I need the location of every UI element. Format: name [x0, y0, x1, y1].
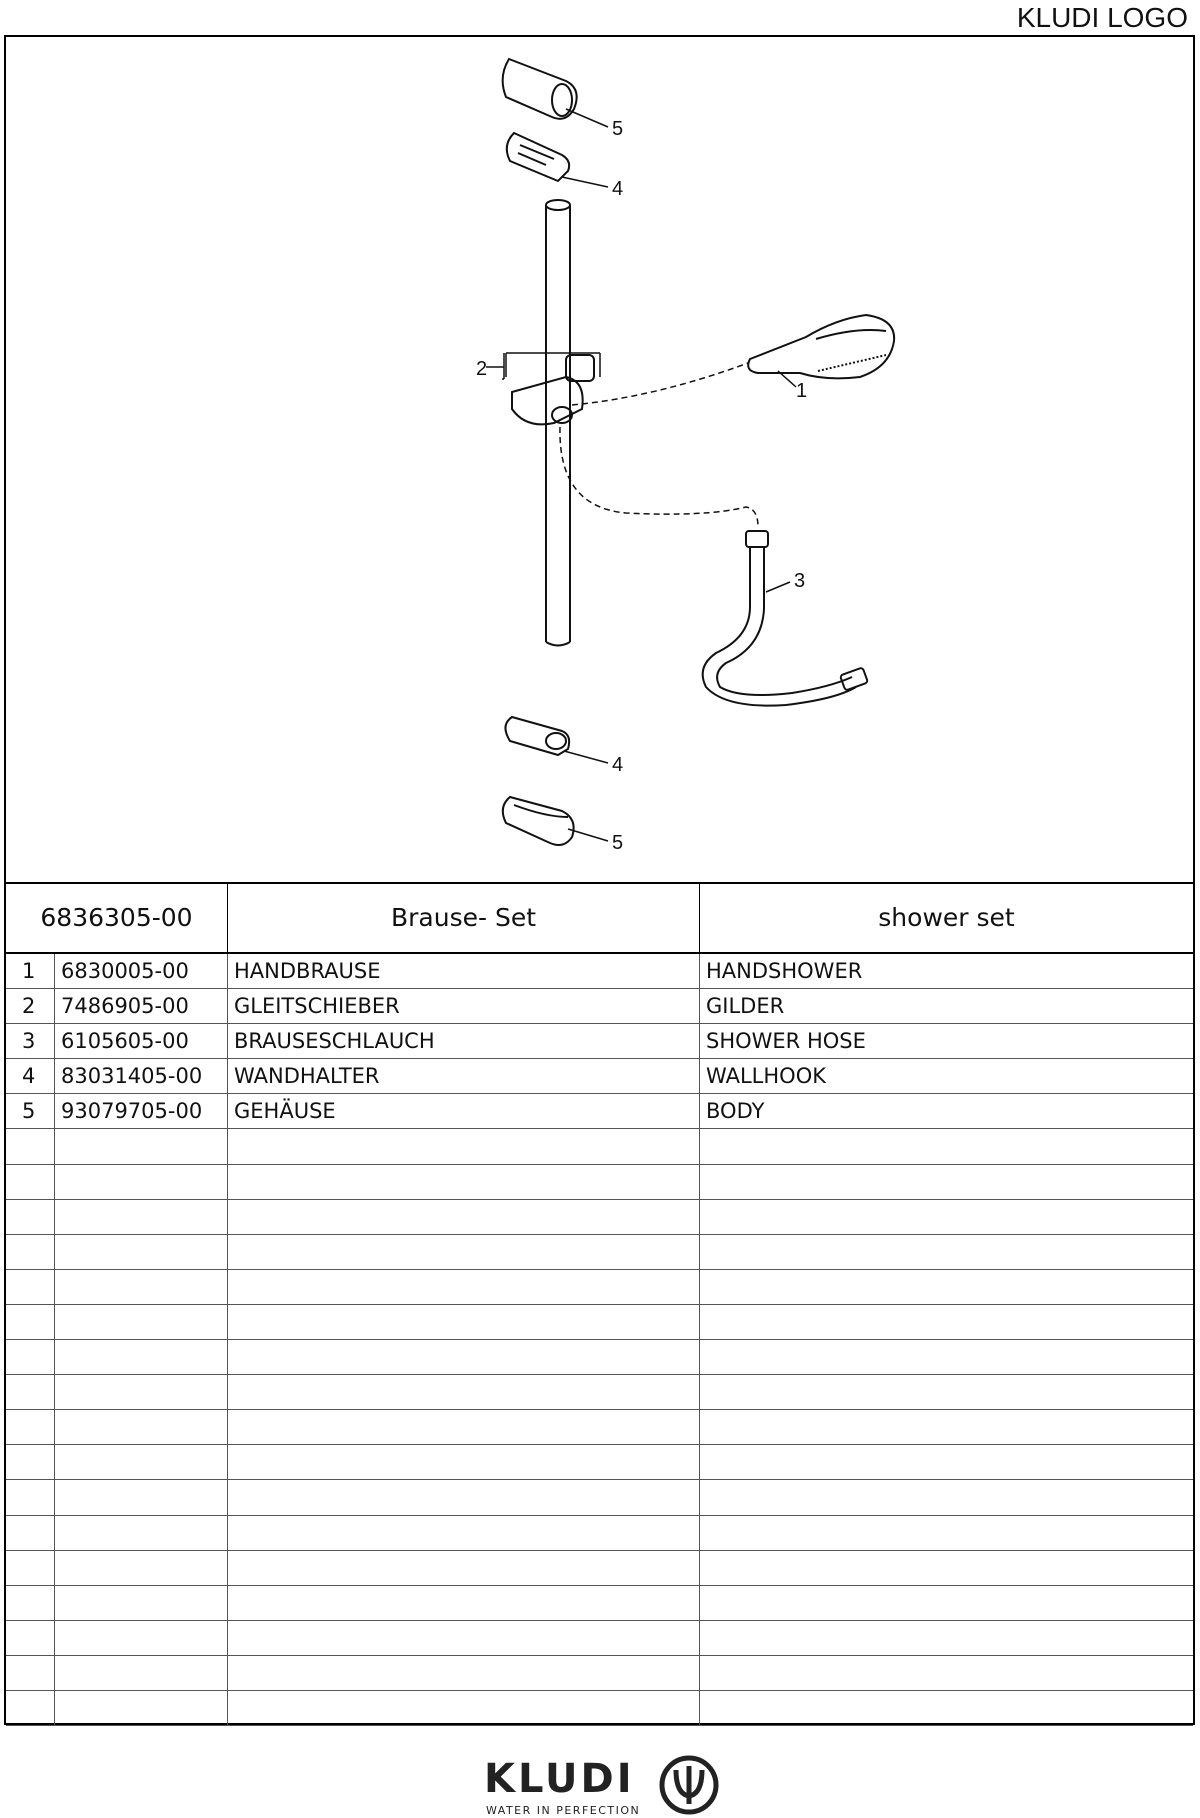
- empty-cell: [700, 1165, 1193, 1199]
- empty-cell: [55, 1305, 228, 1339]
- part-position: 5: [6, 1094, 55, 1128]
- empty-table-row: [6, 1516, 1193, 1551]
- drawing-frame: [4, 35, 1195, 1725]
- part-number: 6105605-00: [55, 1024, 228, 1058]
- empty-cell: [6, 1375, 55, 1409]
- part-name-english: GILDER: [706, 994, 785, 1019]
- empty-cell: [6, 1305, 55, 1339]
- empty-cell: [6, 1656, 55, 1690]
- part-name-german: GEHÄUSE: [228, 1094, 700, 1128]
- set-number: 6836305-00: [6, 882, 228, 952]
- empty-cell: [6, 1445, 55, 1479]
- empty-cell: [6, 1586, 55, 1620]
- empty-cell: [228, 1480, 700, 1514]
- empty-cell: [6, 1480, 55, 1514]
- callout-5-top: 5: [612, 118, 624, 140]
- empty-cell: [55, 1586, 228, 1620]
- callout-4-bottom: 4: [612, 754, 624, 776]
- empty-cell: [228, 1691, 700, 1725]
- part-number: 83031405-00: [55, 1059, 228, 1093]
- empty-cell: [6, 1270, 55, 1304]
- part-name-english: BODY: [706, 1099, 765, 1124]
- callout-4-top: 4: [612, 178, 624, 200]
- empty-cell: [55, 1480, 228, 1514]
- empty-table-row: [6, 1270, 1193, 1305]
- exploded-view-svg: [6, 37, 1193, 882]
- bottom-wall-holder-part: [505, 717, 569, 755]
- callout-2: 2: [476, 358, 488, 380]
- empty-cell: [700, 1551, 1193, 1585]
- empty-cell: [228, 1656, 700, 1690]
- empty-table-row: [6, 1165, 1193, 1200]
- empty-cell: [55, 1621, 228, 1655]
- empty-cell: [6, 1516, 55, 1550]
- empty-cell: [55, 1551, 228, 1585]
- part-name-german: GLEITSCHIEBER: [228, 989, 700, 1023]
- empty-cell: [55, 1235, 228, 1269]
- empty-table-row: [6, 1200, 1193, 1235]
- kludi-emblem-icon: [658, 1754, 720, 1816]
- empty-cell: [6, 1410, 55, 1444]
- part-name-english: SHOWER HOSE: [706, 1029, 866, 1054]
- table-row: [6, 1059, 1193, 1094]
- empty-cell: [700, 1305, 1193, 1339]
- set-name-german: Brause- Set: [228, 882, 700, 952]
- empty-cell: [700, 1656, 1193, 1690]
- empty-cell: [6, 1551, 55, 1585]
- empty-cell: [228, 1375, 700, 1409]
- empty-table-row: [6, 1410, 1193, 1445]
- part-position: 4: [6, 1059, 55, 1093]
- empty-table-row: [6, 1340, 1193, 1375]
- empty-cell: [6, 1129, 55, 1163]
- table-row: [6, 954, 1193, 989]
- empty-table-row: [6, 1691, 1193, 1726]
- empty-table-row: [6, 1375, 1193, 1410]
- part-position: 3: [6, 1024, 55, 1058]
- callout-5-bottom: 5: [612, 832, 624, 854]
- empty-cell: [700, 1270, 1193, 1304]
- empty-cell: [6, 1340, 55, 1374]
- slider-part: [506, 353, 600, 424]
- empty-cell: [700, 1586, 1193, 1620]
- part-position: 1: [6, 954, 55, 988]
- empty-table-row: [6, 1235, 1193, 1270]
- empty-cell: [700, 1621, 1193, 1655]
- empty-cell: [6, 1235, 55, 1269]
- handshower-part: [748, 315, 894, 378]
- empty-cell: [55, 1129, 228, 1163]
- part-number: 6830005-00: [55, 954, 228, 988]
- table-row: [6, 989, 1193, 1024]
- exploded-view-drawing: [6, 37, 1193, 884]
- brand-tagline: WATER IN PERFECTION: [486, 1804, 641, 1817]
- empty-cell: [6, 1691, 55, 1725]
- shower-hose-part: [703, 531, 868, 706]
- empty-cell: [55, 1516, 228, 1550]
- empty-cell: [700, 1445, 1193, 1479]
- empty-table-row: [6, 1656, 1193, 1691]
- set-name-english: shower set: [878, 902, 1015, 932]
- set-header-row: [6, 882, 1193, 954]
- top-wall-holder-part: [507, 133, 569, 181]
- empty-cell: [55, 1340, 228, 1374]
- empty-cell: [6, 1200, 55, 1234]
- empty-cell: [228, 1129, 700, 1163]
- part-name-english: HANDSHOWER: [706, 959, 863, 984]
- empty-table-row: [6, 1480, 1193, 1515]
- parts-table: [6, 954, 1193, 1726]
- empty-table-row: [6, 1445, 1193, 1480]
- empty-cell: [700, 1480, 1193, 1514]
- empty-cell: [55, 1410, 228, 1444]
- empty-cell: [228, 1551, 700, 1585]
- empty-table-row: [6, 1586, 1193, 1621]
- empty-cell: [228, 1165, 700, 1199]
- empty-cell: [228, 1516, 700, 1550]
- empty-cell: [55, 1691, 228, 1725]
- footer-logo: [470, 1750, 730, 1818]
- empty-cell: [6, 1621, 55, 1655]
- bottom-cap-part: [503, 797, 574, 845]
- callout-1: 1: [796, 380, 808, 402]
- empty-cell: [228, 1200, 700, 1234]
- part-name-german: HANDBRAUSE: [228, 954, 700, 988]
- logo-placeholder-text: KLUDI LOGO: [1016, 2, 1188, 33]
- brand-wordmark: KLUDI: [484, 1756, 635, 1802]
- callout-3: 3: [794, 570, 806, 592]
- empty-cell: [55, 1165, 228, 1199]
- part-name-english: WALLHOOK: [706, 1064, 827, 1089]
- empty-cell: [700, 1340, 1193, 1374]
- empty-cell: [228, 1586, 700, 1620]
- top-cap-part: [503, 59, 577, 119]
- empty-cell: [700, 1129, 1193, 1163]
- part-number: 93079705-00: [55, 1094, 228, 1128]
- empty-cell: [700, 1410, 1193, 1444]
- empty-cell: [228, 1621, 700, 1655]
- empty-table-row: [6, 1305, 1193, 1340]
- empty-cell: [700, 1235, 1193, 1269]
- part-position: 2: [6, 989, 55, 1023]
- part-number: 7486905-00: [55, 989, 228, 1023]
- empty-cell: [228, 1410, 700, 1444]
- empty-cell: [55, 1445, 228, 1479]
- table-row: [6, 1094, 1193, 1129]
- part-name-german: BRAUSESCHLAUCH: [228, 1024, 700, 1058]
- empty-cell: [55, 1375, 228, 1409]
- empty-cell: [228, 1340, 700, 1374]
- empty-cell: [228, 1235, 700, 1269]
- empty-cell: [228, 1305, 700, 1339]
- empty-table-row: [6, 1551, 1193, 1586]
- empty-cell: [55, 1200, 228, 1234]
- empty-cell: [55, 1270, 228, 1304]
- empty-cell: [6, 1165, 55, 1199]
- empty-cell: [700, 1691, 1193, 1725]
- part-name-german: WANDHALTER: [228, 1059, 700, 1093]
- empty-table-row: [6, 1129, 1193, 1164]
- empty-cell: [228, 1270, 700, 1304]
- empty-table-row: [6, 1621, 1193, 1656]
- empty-cell: [700, 1375, 1193, 1409]
- empty-cell: [700, 1200, 1193, 1234]
- empty-cell: [55, 1656, 228, 1690]
- empty-cell: [700, 1516, 1193, 1550]
- table-row: [6, 1024, 1193, 1059]
- empty-cell: [228, 1445, 700, 1479]
